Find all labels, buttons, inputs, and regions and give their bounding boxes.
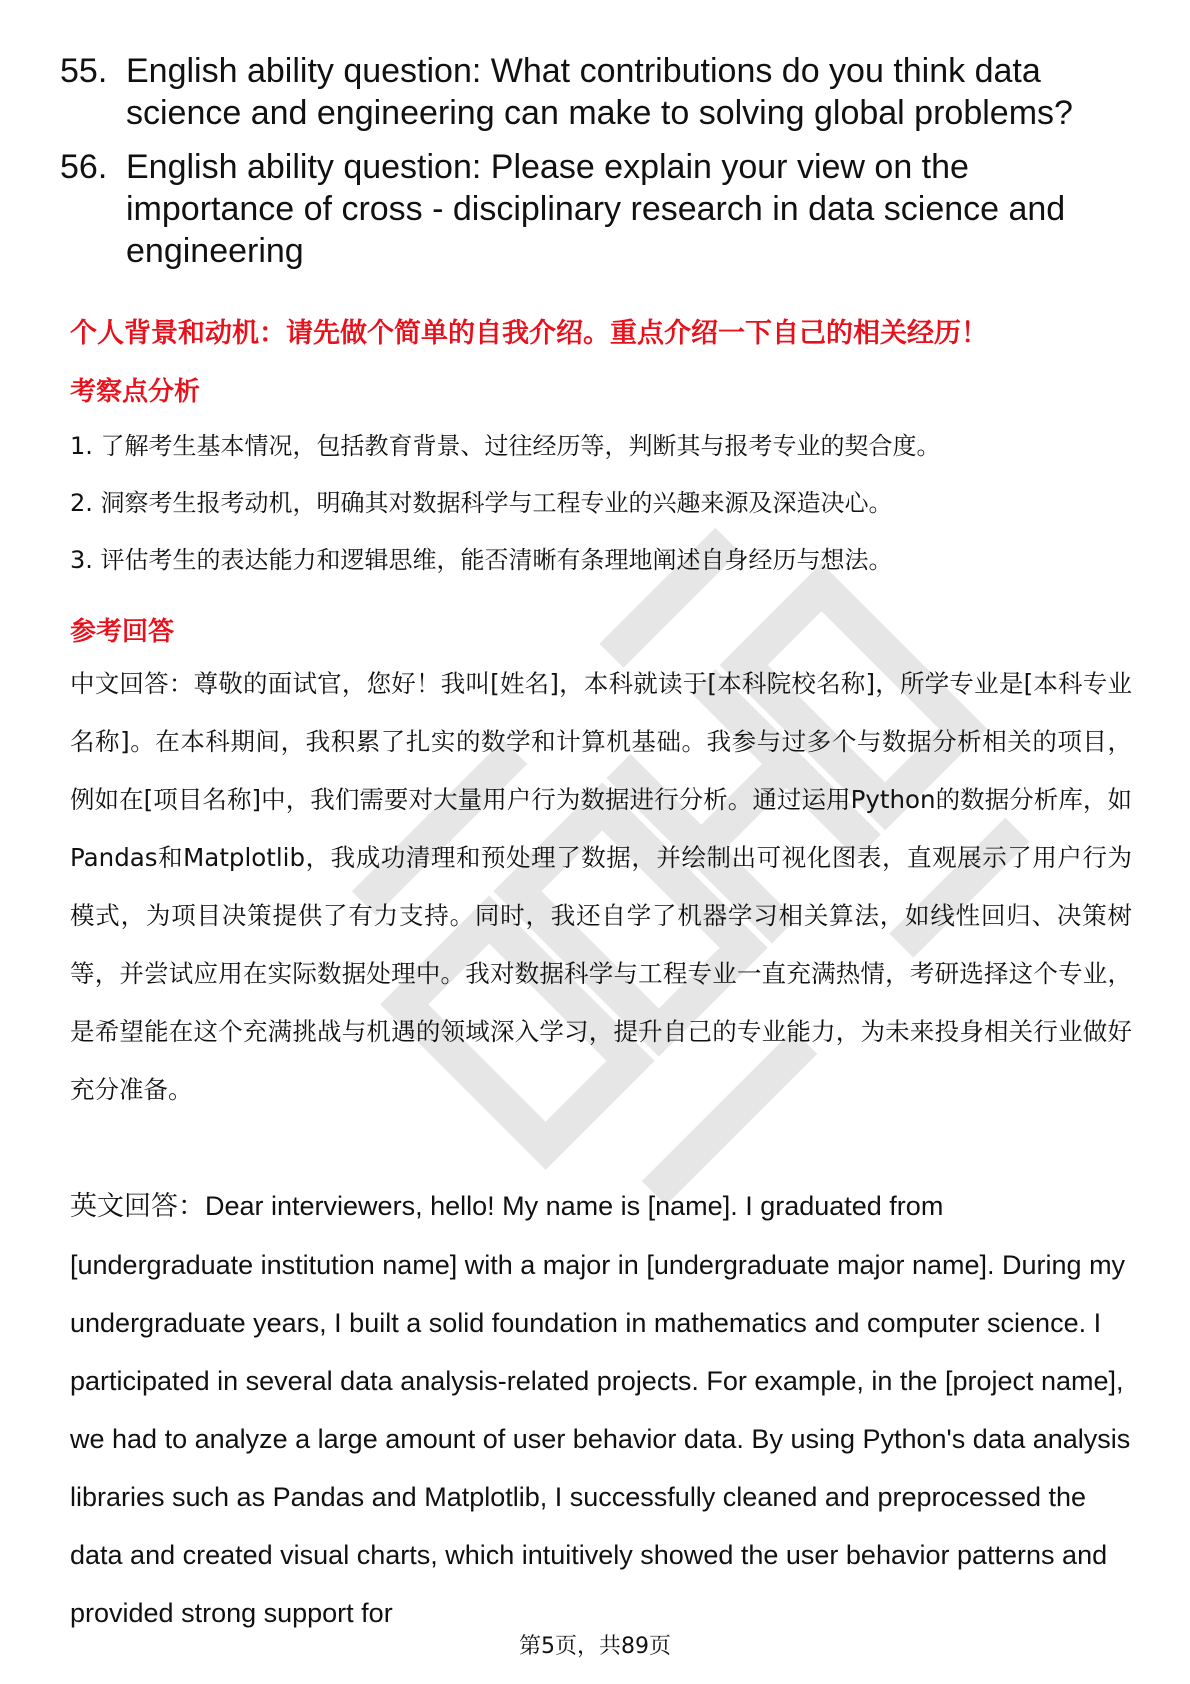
answer-chinese (70, 655, 1132, 1119)
answer-english (70, 1177, 1132, 1642)
question-number: 55. (60, 52, 108, 90)
question-text: English ability question: What contributions do you think data science and engineering can make to solving global problems? (126, 52, 1073, 132)
reference-heading: 参考回答 (70, 617, 175, 647)
answer-en-label: 英文回答： (70, 1191, 205, 1222)
answer-cn-text: 尊敬的面试官，您好！我叫[姓名]，本科就读于[本科院校名称]，所学专业是[本科专业名称]。在本科期间，我积累了扎实的数学和计算机基础。我参与过多个与数据分析相关的项目，例如在[项目名称]中，我们需要对大量用户行为数据进行分析。通过运用Python的数据分析库，如Pandas和Matplotlib，我成功清理和预处理了数据，并绘制出可视化图表，直观展示了用户行为模式，为项目决策提供了有力支持。同时，我还自学了机器学习相关算法，如线性回归、决策树等，并尝试应用在实际数据处理中。我对数据科学与工程专业一直充满热情，考研选择这个专业，是希望能在这个充满挑战与机遇的领域深入学习，提升自己的专业能力，为未来投身相关行业做好充分准备。 (70, 669, 1132, 1104)
analysis-heading: 考察点分析 (70, 377, 201, 407)
answer-cn-label: 中文回答： (70, 669, 194, 698)
analysis-point: 1. 了解考生基本情况，包括教育背景、过往经历等，判断其与报考专业的契合度。 (70, 432, 941, 460)
analysis-point: 3. 评估考生的表达能力和逻辑思维，能否清晰有条理地阐述自身经历与想法。 (70, 546, 893, 574)
section-title: 个人背景和动机：请先做个简单的自我介绍。重点介绍一下自己的相关经历！ (70, 318, 988, 349)
answer-en-text: Dear interviewers, hello! My name is [name]. I graduated from [undergraduate institution name] with a major in [undergraduate major name]. During my undergraduate years, I built a solid foundation in mathematics and computer science. I participated in several data analysis-related projects. For example, in the [project name], we had to analyze a large amount of user behavior data. By using Python's data analysis libraries such as Pandas and Matplotlib, I successfully cleaned and preprocessed the data and created visual charts, which intuitively showed the user behavior patterns and provided strong support for (70, 1191, 1131, 1628)
question-text: English ability question: Please explain your view on the importance of cross - disciplinary research in data science and engineering (126, 148, 1066, 270)
question-number: 56. (60, 148, 108, 186)
page-number: 第5页，共89页 (519, 1634, 671, 1659)
analysis-point: 2. 洞察考生报考动机，明确其对数据科学与工程专业的兴趣来源及深造决心。 (70, 489, 893, 517)
